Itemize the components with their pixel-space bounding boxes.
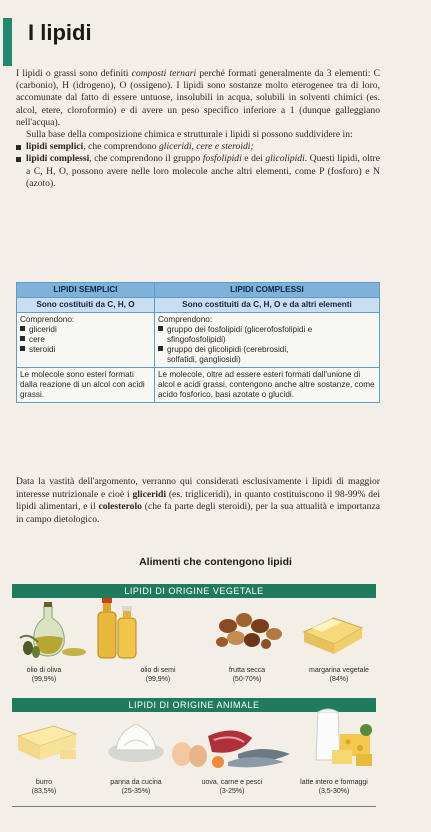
- nuts-icon: [208, 604, 288, 654]
- list-item-continuation: sfingofosfolipidi): [166, 335, 226, 344]
- intro-paragraph-2: Sulla base della composizione chimica e strutturale i lipidi si possono suddividere in:: [26, 129, 353, 141]
- eggs-meat-fish-icon: [168, 716, 296, 770]
- table-sub-complessi: Sono costituiti da C, H, O e da altri elementi: [154, 298, 379, 313]
- food-label-seed-oil: olio di semi (99,9%): [140, 667, 176, 683]
- list-item: cere: [29, 335, 45, 344]
- milk-cheese-icon: [304, 704, 378, 772]
- square-bullet-icon: [20, 336, 25, 341]
- food-label-butter: burro (83,5%): [31, 779, 57, 795]
- intro-paragraph-1: I lipidi o grassi sono definiti composti ternari perché formati generalmente da 3 elementi: C (carbonio), H (idrogeno), O (ossigeno). I lipidi sono sostanze molto eterogenee tra di loro, accomunate dal fatto di essere untuose, insolubili in acqua, solubili in solventi chimici (es. alcol, etere, cloroformio) e di avere un peso specifico inferiore a 1 (dunque galleggiano nell'acqua).: [16, 68, 380, 128]
- list-item-continuation: solfatidi, gangliosidi): [166, 355, 241, 364]
- margarine-icon: [298, 606, 368, 656]
- food-label-eggs-meat-fish: uova, carne e pesci (3-25%): [201, 779, 263, 795]
- square-bullet-icon: [20, 346, 25, 351]
- seed-oil-bottles-icon: [92, 596, 142, 660]
- table-cell-semplici-components: [17, 313, 155, 368]
- table-cell-complessi-components: [154, 313, 379, 368]
- cell-title: Comprendono:: [20, 315, 75, 324]
- table-sub-semplici: Sono costituiti da C, H, O: [17, 298, 155, 313]
- foods-section-title: Alimenti che contengono lipidi: [139, 556, 292, 568]
- food-label-milk-cheese: latte intero e formaggi (3,5-30%): [300, 779, 368, 795]
- list-item: gliceridi: [29, 325, 57, 334]
- after-table-paragraph: Data la vastità dell'argomento, verranno qui considerati esclusivamente i lipidi di maggior interesse nutrizionale e cioè i gliceridi (es. trigliceridi), in quanto costituiscono il 98-99% dei lipidi alimentari, e il colesterolo (che fa parte degli steroidi), per la sua attualità e importanza in campo dietologico.: [16, 476, 380, 525]
- square-bullet-icon: [158, 326, 163, 331]
- band-animal-lipids: LIPIDI DI ORIGINE ANIMALE: [12, 698, 376, 712]
- lipids-table: [16, 282, 380, 403]
- cell-title: Comprendono:: [157, 315, 213, 324]
- food-label-olive-oil: olio di oliva (99,9%): [26, 667, 62, 683]
- olive-oil-icon: [14, 598, 94, 660]
- list-item: gruppo dei glicolipidi (cerebrosidi,: [166, 345, 289, 354]
- table-head-complessi: LIPIDI COMPLESSI: [154, 283, 379, 298]
- title-accent-bar: [3, 18, 12, 66]
- butter-icon: [14, 716, 84, 766]
- bottom-divider: [12, 806, 376, 807]
- list-item: steroidi: [29, 345, 56, 354]
- band-vegetable-lipids: LIPIDI DI ORIGINE VEGETALE: [12, 584, 376, 598]
- bullet-lipidi-semplici: lipidi semplici, che comprendono gliceridi, cere e steroidi;: [16, 141, 380, 153]
- square-bullet-icon: [20, 326, 25, 331]
- intro-text: [16, 68, 380, 190]
- table-head-semplici: LIPIDI SEMPLICI: [17, 283, 155, 298]
- bullet-lipidi-complessi: lipidi complessi, che comprendono il gruppo fosfolipidi e dei glicolipidi. Questi lipidi, oltre a C, H, O, possono avere nelle loro molecole anche altri elementi, come P (fosforo) e N (azoto).: [16, 153, 380, 190]
- cream-icon: [104, 716, 168, 766]
- square-bullet-icon: [158, 346, 163, 351]
- food-label-margarine: margarina vegetale (84%): [309, 667, 369, 683]
- page-title: I lipidi: [28, 20, 92, 45]
- list-item: gruppo dei fosfolipidi (glicerofosfolipidi e: [166, 325, 313, 334]
- food-label-nuts: frutta secca (50-70%): [228, 667, 266, 683]
- table-cell-complessi-molecules: Le molecole, oltre ad essere esteri formati dall'unione di alcol e acidi grassi, contengono anche altre sostanze, come acido fosforico, basi azotate o glucidi.: [154, 368, 379, 403]
- table-cell-semplici-molecules: Le molecole sono esteri formati dalla reazione di un alcol con acidi grassi.: [17, 368, 155, 403]
- food-label-cream: panna da cucina (25-35%): [110, 779, 162, 795]
